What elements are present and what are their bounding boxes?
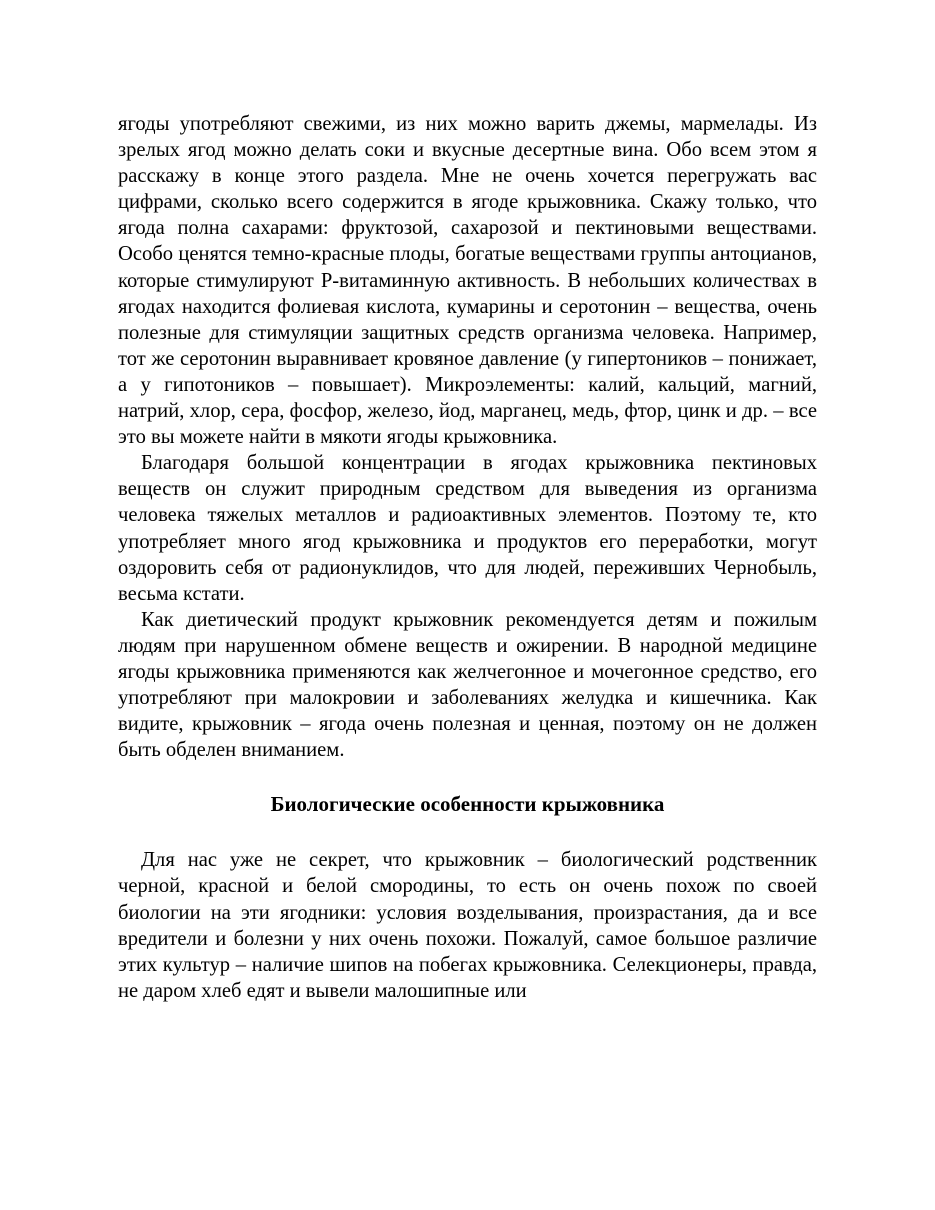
paragraph-composition: ягоды употребляют свежими, из них можно варить джемы, мармелады. Из зрелых ягод можно делать соки и вкусные десертные вина. Обо всем этом я расскажу в конце этого раздела. Мне не очень хочется перегружать вас цифрами, сколько всего содержится в ягоде крыжовника. Скажу только, что ягода полна сахарами: фруктозой, сахарозой и пектиновыми веществами. Особо ценятся темно-красные плоды, богатые веществами группы антоцианов, которые стимулируют Р-витаминную активность. В небольших количествах в ягодах находится фолиевая кислота, кумарины и серотонин – вещества, очень полезные для стимуляции защитных средств организма человека. Например, тот же серотонин выравнивает кровяное давление (у гипертоников – понижает, а у гипотоников – повышает). Микроэлементы: калий, кальций, магний, натрий, хлор, сера, фосфор, железо, йод, марганец, медь, фтор, цинк и др. – все это вы можете найти в мякоти ягоды крыжовника. [118,113,817,449]
paragraph-dietary: Как диетический продукт крыжовник рекомендуется детям и пожилым людям при нарушенном обмене веществ и ожирении. В народной медицине ягоды крыжовника применяются как желчегонное и мочегонное средство, его употребляют при малокровии и заболеваниях желудка и кишечника. Как видите, крыжовник – ягода очень полезная и ценная, поэтому он не должен быть обделен вниманием. [118,608,817,762]
paragraph-biology: Для нас уже не секрет, что крыжовник – биологический родственник черной, красной и белой смородины, то есть он очень похож по своей биологии на эти ягодники: условия возделывания, произрастания, да и все вредители и болезни у них очень похожи. Пожалуй, самое большое различие этих культур – наличие шипов на побегах крыжовника. Селекционеры, правда, не даром хлеб едят и вывели малошипные или [118,849,817,1002]
paragraph-pectin: Благодаря большой концентрации в ягодах крыжовника пектиновых веществ он служит природным средством для выведения из организма человека тяжелых металлов и радиоактивных элементов. Поэтому те, кто употребляет много ягод крыжовника и продуктов его переработки, могут оздоровить себя от радионуклидов, что для людей, переживших Чернобыль, весьма кстати. [118,452,817,605]
text-column [118,111,817,1004]
section-heading: Биологические особенности крыжовника [270,792,665,817]
